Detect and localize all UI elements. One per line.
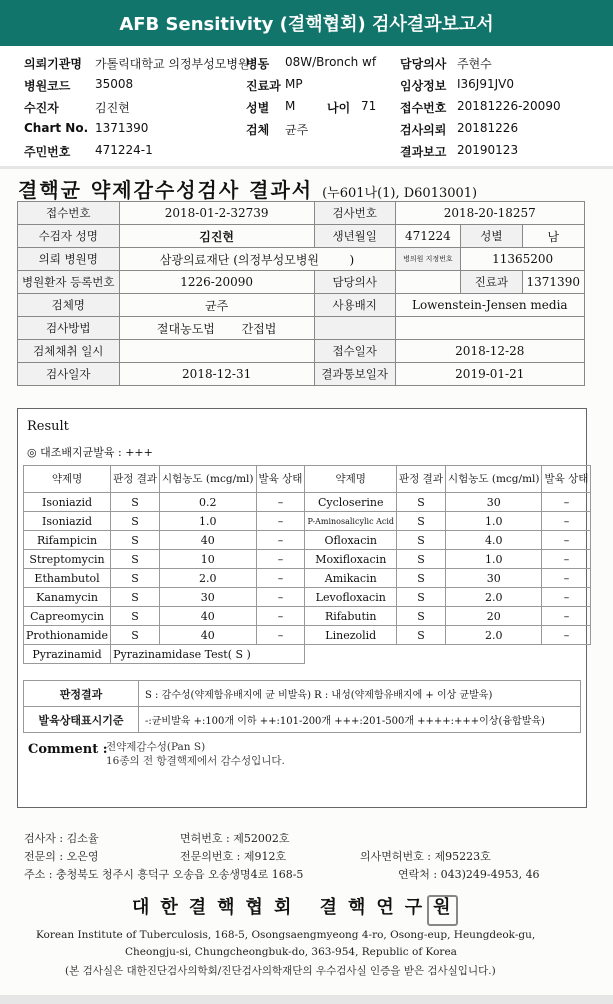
drug-name: Ethambutol <box>24 569 111 588</box>
drug-row <box>24 626 591 645</box>
judge-label: 판정결과 <box>24 681 139 707</box>
control-growth <box>27 444 153 460</box>
drug-result: S <box>397 550 446 569</box>
drug-row <box>24 607 591 626</box>
code-label: 병원코드 <box>24 79 71 93</box>
tester-license: 면허번호 : 제52002호 <box>180 832 290 845</box>
contact: 연락처 : 043)249-4953, 46 <box>398 868 540 881</box>
drug-name: Kanamycin <box>24 588 111 607</box>
cell-label: 검체명 <box>18 294 120 317</box>
test-date: 2018-12-31 <box>119 363 314 386</box>
drug-result: S <box>111 493 160 512</box>
empty-cell <box>305 645 591 664</box>
cell-label: 검사방법 <box>18 317 120 340</box>
drug-growth: – <box>542 512 591 531</box>
comment-label: Comment : <box>28 742 108 757</box>
doctor-license: 의사면허번호 : 제95223호 <box>360 850 491 863</box>
drug-growth: – <box>256 588 305 607</box>
drug-conc: 0.2 <box>160 493 257 512</box>
drug-growth: – <box>256 569 305 588</box>
judge-value: S : 감수성(약제함유배지에 균 비발육) R : 내성(약제함유배지에 + 이상 균발육) <box>139 681 581 707</box>
drug-growth: – <box>256 607 305 626</box>
result-box <box>17 408 587 808</box>
chart-label: Chart No. <box>24 121 89 135</box>
col-growth: 발육 상태 <box>256 466 305 493</box>
drug-name: Levofloxacin <box>305 588 397 607</box>
drug-conc: 4.0 <box>445 531 542 550</box>
cell-label: 수검자 성명 <box>18 225 120 248</box>
tester: 검사자 : 김소율 <box>24 832 99 845</box>
drug-growth: – <box>542 607 591 626</box>
drug-conc: 1.0 <box>160 512 257 531</box>
drug-result: S <box>397 493 446 512</box>
drug-conc: 2.0 <box>445 588 542 607</box>
drug-conc: 1.0 <box>445 512 542 531</box>
control-label: ◎ 대조배지균발육 : <box>27 446 122 459</box>
drug-row <box>24 550 591 569</box>
drug-conc: 30 <box>445 493 542 512</box>
sex-label: 성별 <box>246 101 270 115</box>
method-b: 간접법 <box>241 321 277 336</box>
pza-name: Pyrazinamid <box>24 645 111 664</box>
drug-results-table <box>23 465 591 664</box>
drug-name: Rifabutin <box>305 607 397 626</box>
cell-label: 성별 <box>461 225 522 248</box>
hospital-label: 의뢰기관명 <box>24 57 82 71</box>
cell-label: 검체채취 일시 <box>18 340 120 363</box>
report-header <box>0 0 613 46</box>
hospital-value: 가톨릭대학교 의정부성모병원 <box>95 57 250 71</box>
drug-name: P-Aminosalicylic Acid <box>305 512 397 531</box>
official-seal <box>427 895 458 926</box>
specimen-value: 균주 <box>285 123 309 137</box>
cell-label: 사용배지 <box>314 294 395 317</box>
drug-result: S <box>397 607 446 626</box>
age-label: 나이 <box>327 101 351 115</box>
drug-result: S <box>111 588 160 607</box>
patient-detail-table <box>17 201 585 386</box>
requesting-hospital <box>119 248 395 271</box>
col-judge: 판정 결과 <box>111 466 160 493</box>
drug-name: Streptomycin <box>24 550 111 569</box>
drug-result: S <box>397 512 446 531</box>
drug-growth: – <box>256 626 305 645</box>
drug-result: S <box>397 588 446 607</box>
sex: 남 <box>522 225 585 248</box>
drug-name: Amikacin <box>305 569 397 588</box>
drug-name: Prothionamide <box>24 626 111 645</box>
receipt-no: 2018-01-2-32739 <box>119 202 314 225</box>
department: 1371390 <box>522 271 585 294</box>
drug-growth: – <box>542 531 591 550</box>
doctor-label: 담당의사 <box>400 57 447 71</box>
dept-value: MP <box>285 77 303 91</box>
org-english-2: Cheongju-si, Chungcheongbuk-do, 363-954, Republic of Korea <box>125 946 457 958</box>
growth-legend-label: 발육상태표시기준 <box>24 707 139 733</box>
drug-result: S <box>111 531 160 550</box>
drug-row <box>24 531 591 550</box>
drug-result: S <box>397 626 446 645</box>
method-a: 절대농도법 <box>156 321 215 336</box>
request-label: 검사의뢰 <box>400 123 447 137</box>
hospital-name: 삼광의료재단 (의정부성모병원 <box>159 252 320 267</box>
test-no: 2018-20-18257 <box>395 202 584 225</box>
cell-label: 결과통보일자 <box>314 363 395 386</box>
drug-conc: 40 <box>160 607 257 626</box>
drug-name: Isoniazid <box>24 512 111 531</box>
drug-result: S <box>397 569 446 588</box>
drug-growth: – <box>256 531 305 550</box>
ward-value: 08W/Bronch wf <box>285 55 377 69</box>
drug-growth: – <box>542 569 591 588</box>
code-value: 35008 <box>95 77 134 91</box>
col-conc: 시험농도 (mcg/ml) <box>160 466 257 493</box>
drug-conc: 2.0 <box>445 626 542 645</box>
drug-row <box>24 569 591 588</box>
col-drug: 약제명 <box>305 466 397 493</box>
report-label: 결과보고 <box>400 145 447 159</box>
address: 주소 : 충청북도 청주시 흥덕구 오송읍 오송생명4로 168-5 <box>24 868 304 881</box>
drug-conc: 2.0 <box>160 569 257 588</box>
drug-conc: 30 <box>445 569 542 588</box>
report-title-text: 결핵균 약제감수성검사 결과서 <box>18 178 314 202</box>
rrn-value: 471224-1 <box>95 143 153 157</box>
cell-label: 진료과 <box>461 271 522 294</box>
specialist: 전문의 : 오은영 <box>24 850 99 863</box>
col-growth: 발육 상태 <box>542 466 591 493</box>
drug-name: Linezolid <box>305 626 397 645</box>
drug-name: Rifampicin <box>24 531 111 550</box>
organization-name: 대한결핵협회 결핵연구원 <box>132 897 462 918</box>
drug-growth: – <box>542 588 591 607</box>
result-title: Result <box>27 419 69 434</box>
hospital-close: ) <box>349 252 355 267</box>
growth-legend-value: -:균비발육 +:100개 이하 ++:101-200개 +++:201-500개 ++++:+++이상(융합발육) <box>139 707 581 733</box>
drug-name: Cycloserine <box>305 493 397 512</box>
drug-name: Moxifloxacin <box>305 550 397 569</box>
drug-result: S <box>397 531 446 550</box>
medium: Lowenstein-Jensen media <box>395 294 584 317</box>
comment-line: 16종의 전 항결핵제에서 감수성입니다. <box>106 755 285 767</box>
clinical-label: 임상정보 <box>400 79 447 93</box>
specialist-no: 전문의번호 : 제912호 <box>180 850 287 863</box>
cell-label: 병의원 지정번호 <box>395 248 461 271</box>
legend-table <box>23 680 581 733</box>
patient-name: 김진현 <box>119 225 314 248</box>
comment-line: 전약제감수성(Pan S) <box>106 741 206 753</box>
report-value: 20190123 <box>457 143 519 157</box>
doctor-value: 주현수 <box>457 57 492 71</box>
drug-conc: 40 <box>160 626 257 645</box>
drug-growth: – <box>542 493 591 512</box>
patient-label: 수진자 <box>24 101 59 115</box>
cell-label <box>314 317 395 340</box>
cell-label: 검사번호 <box>314 202 395 225</box>
cell-label: 접수일자 <box>314 340 395 363</box>
control-value: +++ <box>125 446 153 459</box>
drug-result: S <box>111 550 160 569</box>
chart-value: 1371390 <box>95 121 149 135</box>
header-title: AFB Sensitivity (결핵협회) 검사결과보고서 <box>119 14 494 35</box>
drug-growth: – <box>256 550 305 569</box>
dept-label: 진료과 <box>246 79 281 93</box>
received-date: 2018-12-28 <box>395 340 584 363</box>
col-judge: 판정 결과 <box>397 466 446 493</box>
comment-text <box>106 740 285 768</box>
bottom-bar <box>0 995 613 1004</box>
drug-conc: 10 <box>160 550 257 569</box>
cell-label: 병원환자 등록번호 <box>18 271 120 294</box>
registration-no: 1226-20090 <box>119 271 314 294</box>
request-value: 20181226 <box>457 121 519 135</box>
designation-no: 11365200 <box>461 248 585 271</box>
patient-value: 김진현 <box>95 101 130 115</box>
drug-name: Isoniazid <box>24 493 111 512</box>
ward-label: 병동 <box>246 57 270 71</box>
drug-result: S <box>111 607 160 626</box>
cell-label: 접수번호 <box>18 202 120 225</box>
dob: 471224 <box>395 225 461 248</box>
drug-row <box>24 493 591 512</box>
drug-name: Ofloxacin <box>305 531 397 550</box>
drug-conc: 40 <box>160 531 257 550</box>
drug-conc: 20 <box>445 607 542 626</box>
drug-growth: – <box>256 493 305 512</box>
certification-note: (본 검사실은 대한진단검사의학회/진단검사의학재단의 우수검사실 인증을 받은 검사실입니다.) <box>65 965 496 977</box>
drug-conc: 30 <box>160 588 257 607</box>
accession-label: 접수번호 <box>400 101 447 115</box>
attending-doctor <box>395 271 461 294</box>
drug-row <box>24 588 591 607</box>
drug-row <box>24 512 591 531</box>
collection-datetime <box>119 340 314 363</box>
notified-date: 2019-01-21 <box>395 363 584 386</box>
accession-value: 20181226-20090 <box>457 99 561 113</box>
test-method <box>119 317 314 340</box>
drug-growth: – <box>256 512 305 531</box>
cell-label: 검사일자 <box>18 363 120 386</box>
drug-growth: – <box>542 550 591 569</box>
age-value: 71 <box>361 99 377 113</box>
empty-cell <box>395 317 584 340</box>
clinical-value: I36J91JV0 <box>457 77 514 91</box>
drug-growth: – <box>542 626 591 645</box>
drug-result: S <box>111 512 160 531</box>
specimen: 균주 <box>119 294 314 317</box>
rrn-label: 주민번호 <box>24 145 71 159</box>
pza-test: Pyrazinamidase Test( S ) <box>111 645 305 664</box>
patient-info-panel <box>0 46 613 166</box>
report-subtitle: (누601나(1), D6013001) <box>322 186 478 201</box>
cell-label: 생년월일 <box>314 225 395 248</box>
drug-result: S <box>111 626 160 645</box>
col-conc: 시험농도 (mcg/ml) <box>445 466 542 493</box>
col-drug: 약제명 <box>24 466 111 493</box>
org-english-1: Korean Institute of Tuberculosis, 168-5, Osongsaengmyeong 4-ro, Osong-eup, Heungdeok-gu, <box>36 929 536 941</box>
sex-value: M <box>285 99 296 113</box>
cell-label: 의뢰 병원명 <box>18 248 120 271</box>
drug-result: S <box>111 569 160 588</box>
report-title <box>18 174 477 203</box>
drug-conc: 1.0 <box>445 550 542 569</box>
cell-label: 담당의사 <box>314 271 395 294</box>
drug-name: Capreomycin <box>24 607 111 626</box>
specimen-label: 검체 <box>246 123 270 137</box>
